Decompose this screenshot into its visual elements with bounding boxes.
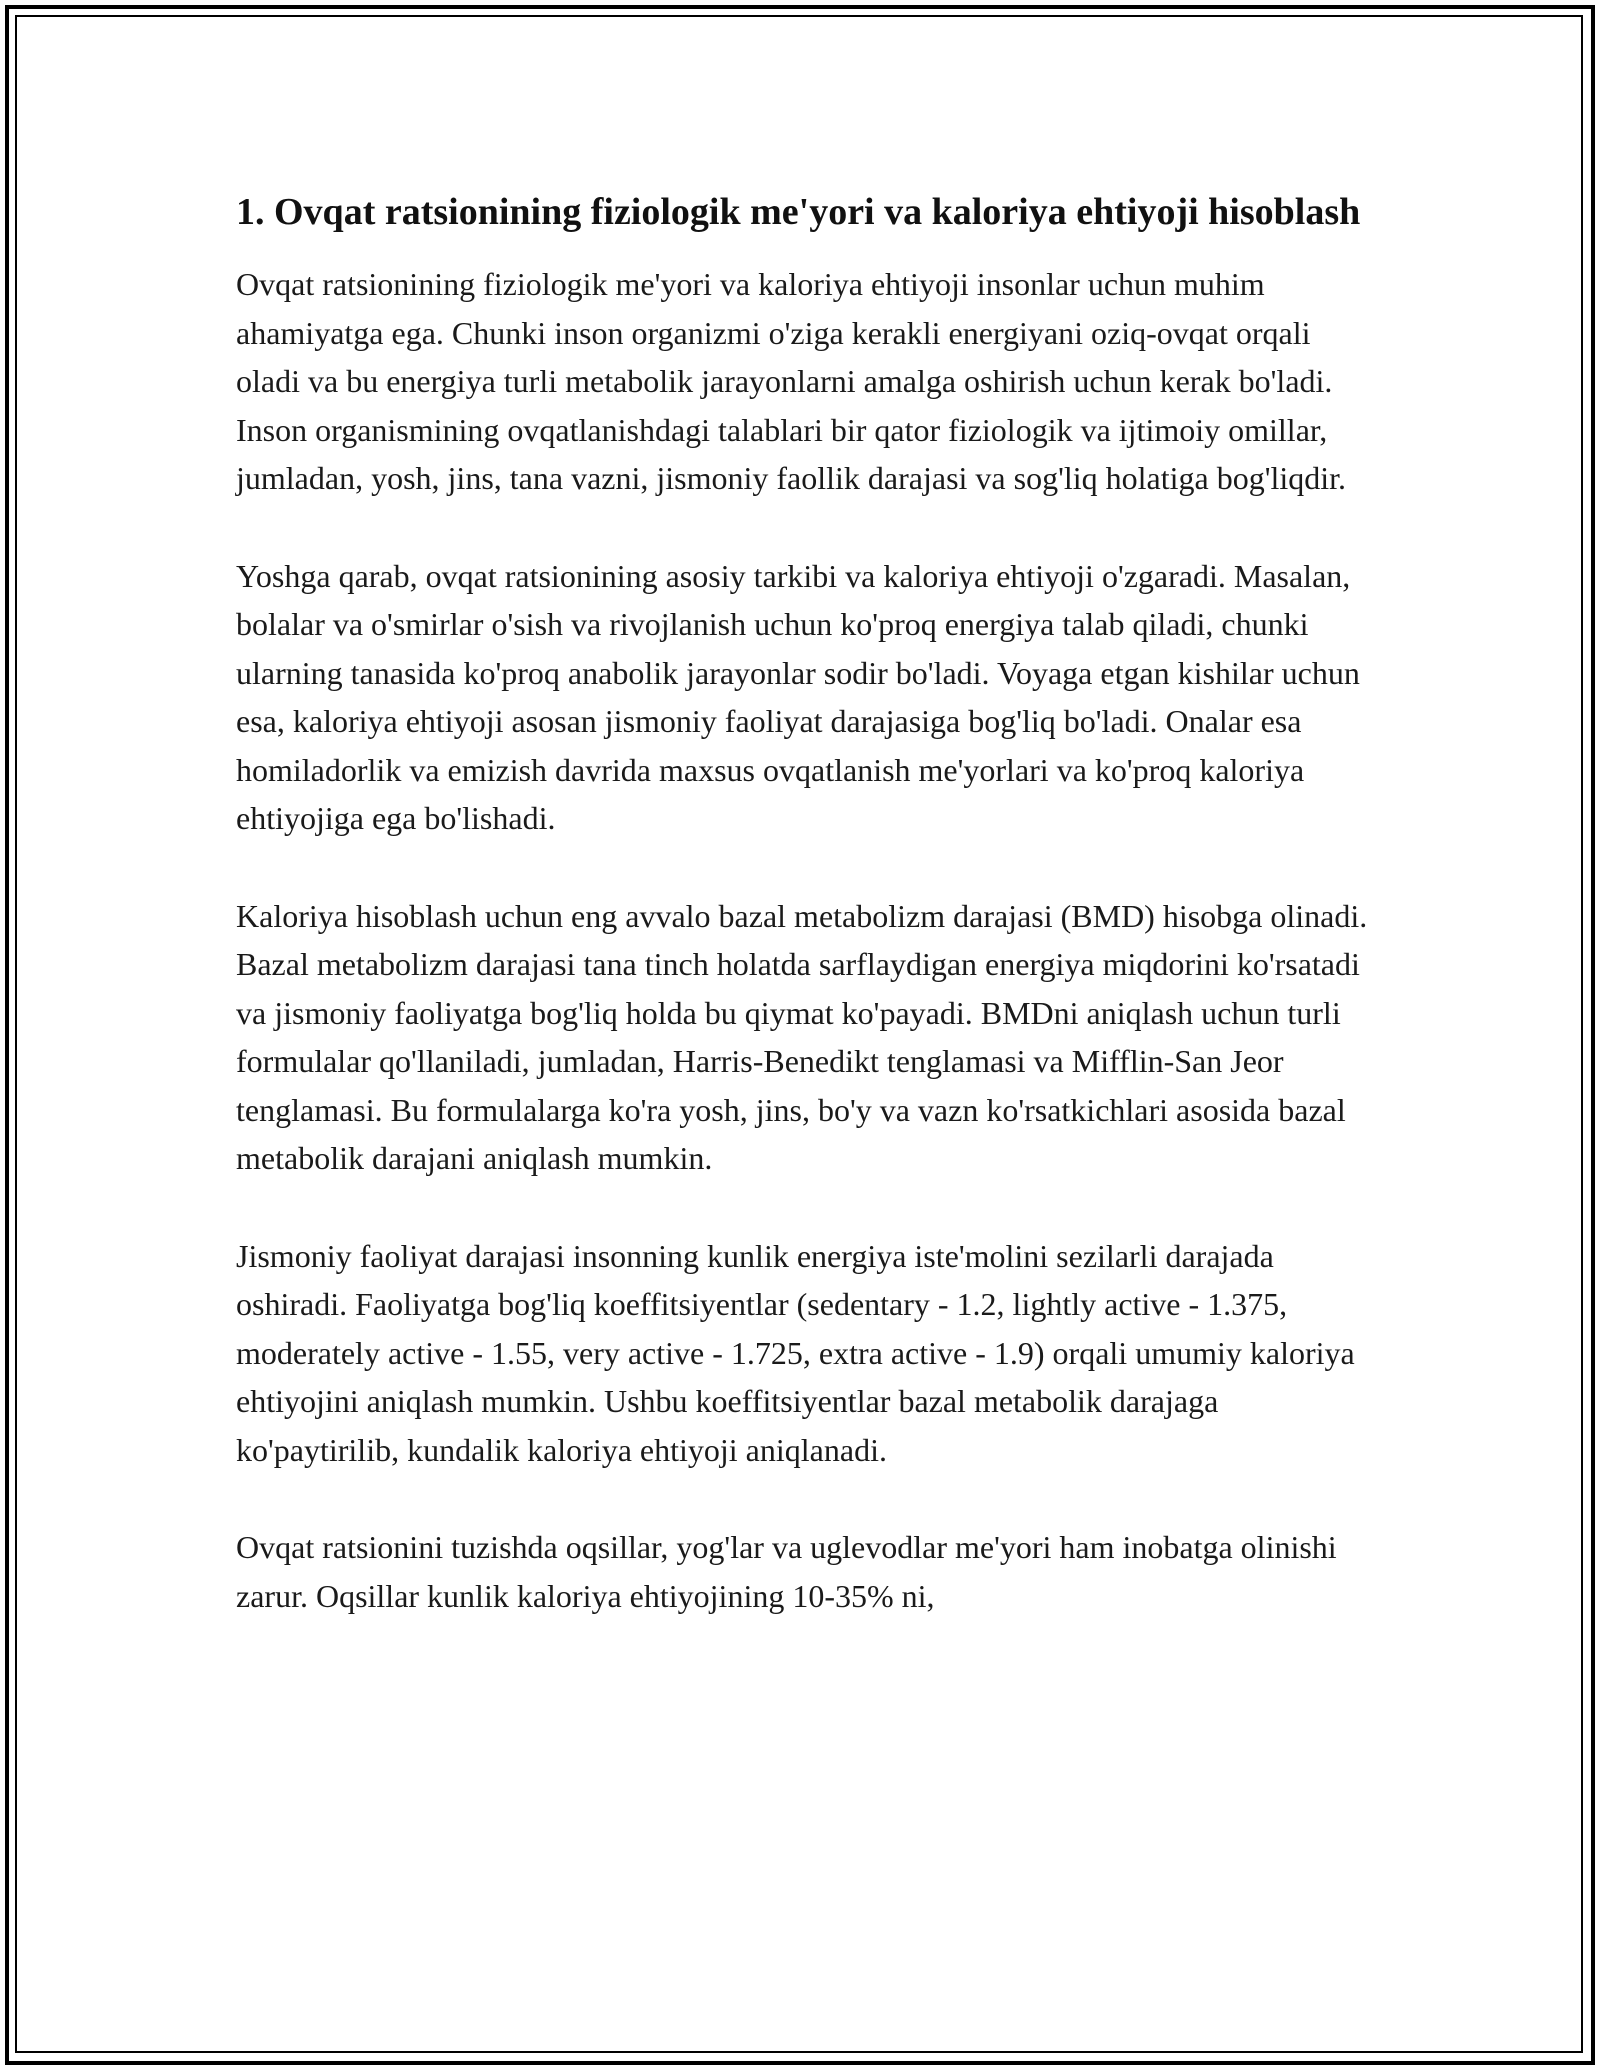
paragraph: Ovqat ratsionini tuzishda oqsillar, yog'lar va uglevodlar me'yori ham inobatga olinishi zarur. Oqsillar kunlik kaloriya ehtiyojining 10-35% ni, bbox=[236, 1529, 1337, 1614]
document-body bbox=[236, 186, 1372, 1669]
paragraph: Yoshga qarab, ovqat ratsionining asosiy tarkibi va kaloriya ehtiyoji o'zgaradi. Masalan, bolalar va o'smirlar o'sish va rivojlanish uchun ko'proq energiya talab qiladi, chunki ularning tanasida ko'proq anabolik jarayonlar sodir bo'ladi. Voyaga etgan kishilar uchun esa, kaloriya ehtiyoji asosan jismoniy faoliyat darajasiga bog'liq bo'ladi. Onalar esa homiladorlik va emizish davrida maxsus ovqatlanish me'yorlari va ko'proq kaloriya ehtiyojiga ega bo'lishadi. bbox=[236, 557, 1360, 836]
paragraph: Ovqat ratsionining fiziologik me'yori va kaloriya ehtiyoji insonlar uchun muhim ahamiyatga ega. Chunki inson organizmi o'ziga kerakli energiyani oziq-ovqat orqali oladi va bu energiya turli metabolik jarayonlarni amalga oshirish uchun kerak bo'ladi. Inson organismining ovqatlanishdagi talablari bir qator fiziologik va ijtimoiy omillar, jumladan, yosh, jins, tana vazni, jismoniy faollik darajasi va sog'liq holatiga bog'liqdir. bbox=[236, 266, 1347, 496]
paragraph: Jismoniy faoliyat darajasi insonning kunlik energiya iste'molini sezilarli darajada oshiradi. Faoliyatga bog'liq koeffitsiyentlar (sedentary - 1.2, lightly active - 1.375, moderately active - 1.55, very active - 1.725, extra active - 1.9) orqali umumiy kaloriya ehtiyojini aniqlash mumkin. Ushbu koeffitsiyentlar bazal metabolik darajaga ko'paytirilib, kundalik kaloriya ehtiyoji aniqlanadi. bbox=[236, 1237, 1355, 1468]
paragraph: Kaloriya hisoblash uchun eng avvalo bazal metabolizm darajasi (BMD) hisobga olinadi. Bazal metabolizm darajasi tana tinch holatda sarflaydigan energiya miqdorini ko'rsatadi va jismoniy faoliyatga bog'liq holda bu qiymat ko'payadi. BMDni aniqlash uchun turli formulalar qo'llaniladi, jumladan, Harris-Benedikt tenglamasi va Mifflin-San Jeor tenglamasi. Bu formulalarga ko'ra yosh, jins, bo'y va vazn ko'rsatkichlari asosida bazal metabolik darajani aniqlash mumkin. bbox=[236, 897, 1368, 1176]
section-heading: 1. Ovqat ratsionining fiziologik me'yori va kaloriya ehtiyoji hisoblash bbox=[236, 191, 1361, 233]
